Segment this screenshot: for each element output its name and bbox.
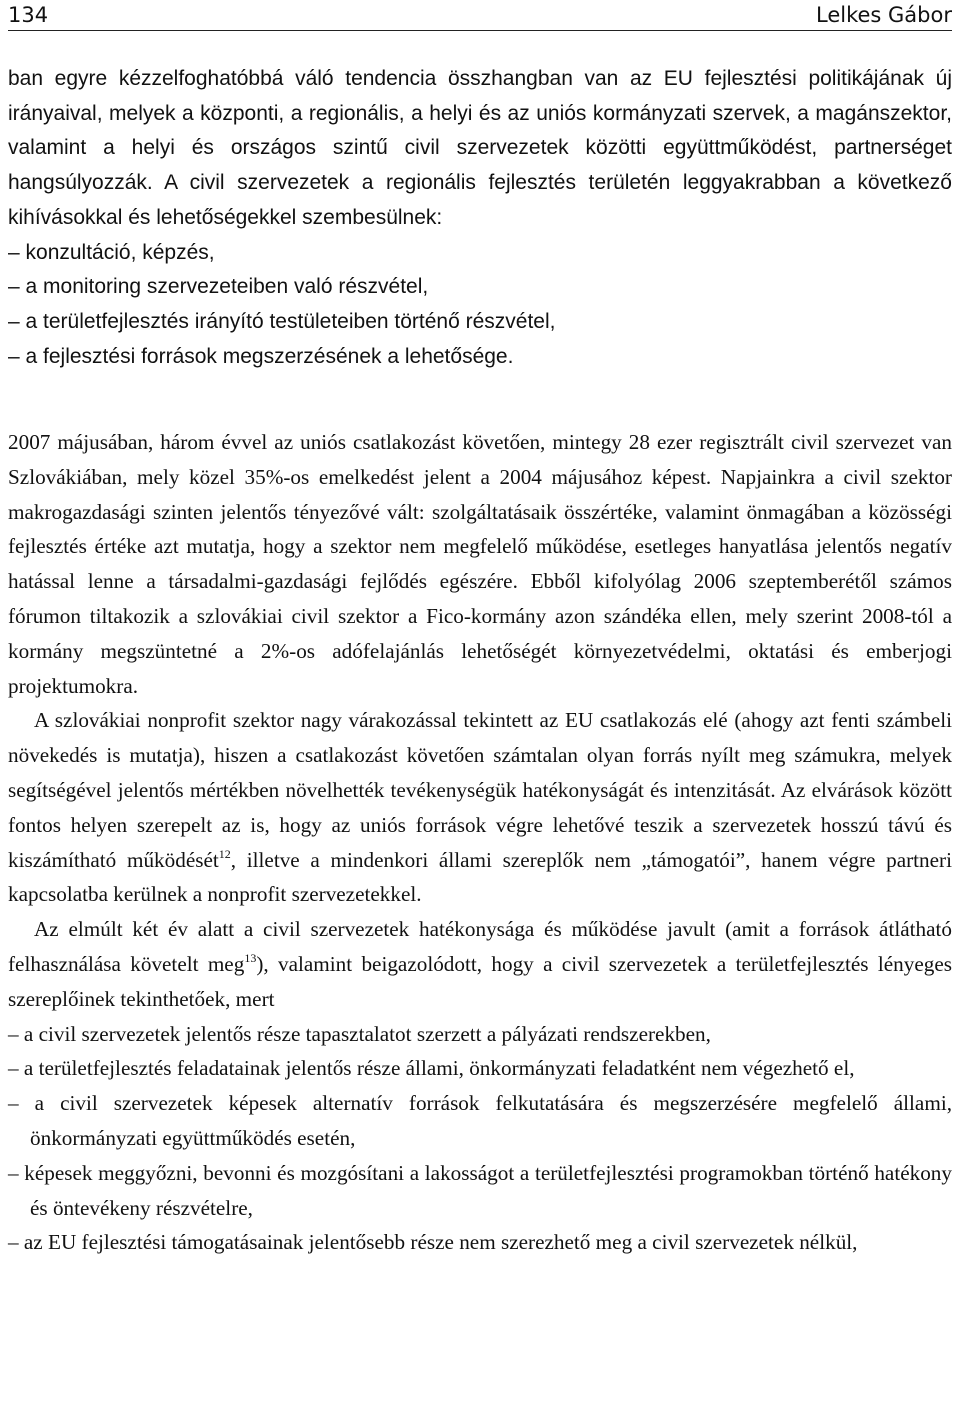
section-regional-development [8, 62, 952, 374]
body-paragraph [8, 703, 952, 912]
list-item: – a fejlesztési források megszerzésének a lehetősége. [8, 344, 514, 368]
list-item: – konzultáció, képzés, [8, 240, 215, 264]
list-item: – a monitoring szervezeteiben való részvétel, [8, 275, 429, 299]
challenge-list [8, 236, 952, 375]
body-paragraph: ban egyre kézzelfoghatóbbá váló tendencia összhangban van az EU fejlesztési politikájának új irányaival, melyek a központi, a regionális, a helyi és az uniós kormányzati szervek, a magánszektor, valamint a helyi és országos szintű civil szervezetek közötti együttműködést, partnerséget hangsúlyozzák. A civil szervezetek a regionális fejlesztés területén leggyakrabban a következő kihívásokkal és lehetőségekkel szembesülnek: [8, 67, 952, 229]
page-number: 134 [8, 3, 49, 27]
list-item: – az EU fejlesztési támogatásainak jelentősebb része nem szerezhető meg a civil szervezetek nélkül, [8, 1230, 858, 1255]
footnote-ref[interactable]: 13 [244, 950, 257, 965]
list-item: – a civil szervezetek jelentős része tapasztalatot szerzett a pályázati rendszerekben, [8, 1021, 711, 1046]
footnote-ref[interactable]: 12 [218, 846, 231, 861]
list-item: – képesek meggyőzni, bevonni és mozgósítani a lakosságot a területfejlesztési programokban történő hatékony és öntevékeny részvételre, [8, 1160, 952, 1220]
reasons-list [8, 1017, 952, 1261]
list-item: – a területfejlesztés feladatainak jelentős része állami, önkormányzati feladatként nem végezhető el, [8, 1056, 855, 1081]
list-item: – a civil szervezetek képesek alternatív források felkutatására és megszerzésére megfelelő állami, önkormányzati együttműködés esetén, [8, 1091, 952, 1150]
list-item: – a területfejlesztés irányító testületeiben történő részvétel, [8, 309, 556, 333]
running-header [8, 0, 952, 31]
paragraph-text: ), valamint beigazolódott, hogy a civil szervezetek a területfejlesztés lényeges szereplőinek tekinthetőek, mert [8, 951, 952, 1011]
paragraph-text: Az elmúlt két év alatt a civil szervezetek hatékonysága és működése javult (amit a források átlátható felhasználása követelt meg [8, 917, 952, 976]
section-slovak-civil-sector [8, 425, 952, 1260]
paragraph-text: A szlovákiai nonprofit szektor nagy várakozással tekintett az EU csatlakozás elé (ahogy azt fenti számbeli növekedés is mutatja), hiszen a csatlakozást követően számtalan olyan forrás nyílt meg számukra, melyek segítségével jelentős mértékben növelhették tevékenységük hatékonyságát és intenzitását. Az elvárások között fontos helyen szerepelt az is, hogy az uniós források végre lehetővé teszik a szervezetek hosszú távú és kiszámítható működését [8, 708, 952, 872]
body-paragraph: 2007 májusában, három évvel az uniós csatlakozást követően, mintegy 28 ezer regisztrált civil szervezet van Szlovákiában, mely közel 35%-os emelkedést jelent a 2004 májusához képest. Napjainkra a civil szektor makrogazdasági szinten jelentős tényezővé vált: szolgáltatásaik összértéke, valamint önmagában a közösségi fejlesztés értéke azt mutatja, hogy a szektor nem megfelelő működése, esetleges hanyatlása jelentős negatív hatással lenne a társadalmi-gazdasági fejlődés egészére. Ebből kifolyólag 2006 szeptemberétől számos fórumon tiltakozik a szlovákiai civil szektor a Fico-kormány azon szándéka ellen, mely szerint 2008-tól a kormány megszüntetné a 2%-os adófelajánlás lehetőségét környezetvédelmi, oktatási és emberjogi projektumokra. [8, 430, 952, 698]
running-author: Lelkes Gábor [816, 3, 952, 27]
paragraph-text: , illetve a mindenkori állami szereplők nem „támogatói”, hanem végre partneri kapcsolatba kerülnek a nonprofit szervezetekkel. [8, 847, 952, 907]
body-paragraph [8, 912, 952, 1016]
